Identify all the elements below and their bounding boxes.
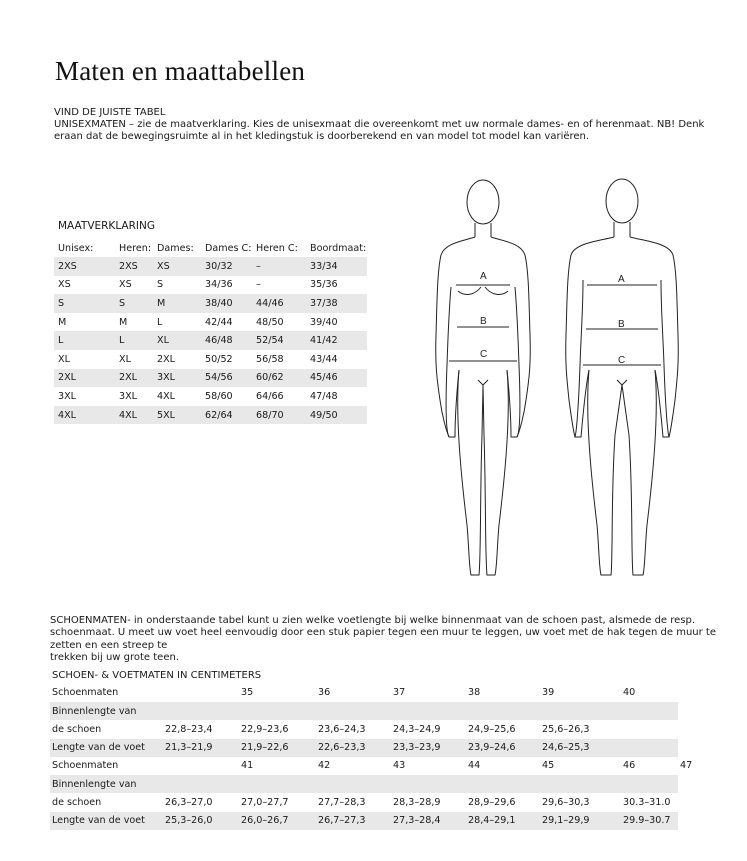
shoe-table-cell: 40 [623, 687, 636, 699]
size-table-cell: 2XS [115, 257, 153, 276]
shoe-table-cell: 24,3–24,9 [393, 723, 441, 735]
size-table-cell: 2XL [54, 369, 115, 388]
size-table-cell: 3XL [153, 369, 201, 388]
male-figure-icon [566, 179, 679, 575]
female-label-a: A [480, 271, 487, 282]
shoe-table-row [50, 684, 708, 702]
size-table-row [54, 294, 367, 313]
size-table-cell: 56/58 [256, 353, 284, 365]
size-table-cell: 62/64 [201, 406, 252, 425]
header-unisex: Unisex: [58, 242, 94, 254]
size-table-cell: XS [58, 279, 71, 291]
intro-text-line-2: eraan dat de bewegingsruimte al in het kledingstuk is doorberekend en van model tot model kan variëren. [54, 131, 590, 142]
size-table-cell: L [157, 316, 163, 328]
size-table-cell: 37/38 [306, 294, 367, 313]
size-table-cell: 44/46 [252, 294, 306, 313]
shoe-table-cell: 22,9–23,6 [241, 723, 289, 735]
shoe-table-cell [678, 812, 708, 830]
size-table-cell: 2XL [115, 369, 153, 388]
size-table-cell: 42/44 [205, 316, 233, 328]
shoe-table-cell: 44 [468, 760, 481, 772]
size-table-row [54, 276, 367, 295]
male-label-a: A [618, 274, 625, 285]
size-table-cell: XL [58, 353, 70, 365]
shoe-table-cell: 26,0–26,7 [239, 812, 316, 830]
size-table-cell: – [252, 257, 306, 276]
shoe-table-cell [621, 739, 678, 757]
shoe-table-cell [163, 757, 239, 775]
shoe-table-cell: 43 [393, 760, 406, 772]
size-table-cell: 50/52 [205, 353, 233, 365]
size-table-cell: 39/40 [310, 316, 338, 328]
size-table-cell: XS [153, 257, 201, 276]
shoe-table-row [50, 757, 708, 775]
shoe-table-cell: 39 [542, 687, 555, 699]
shoe-table-cell [239, 775, 316, 793]
size-table-cell: L [115, 331, 153, 350]
shoe-intro [50, 615, 720, 665]
shoe-table-caption: SCHOEN- & VOETMATEN IN CENTIMETERS [52, 669, 262, 681]
shoe-table-cell: Schoenmaten [52, 687, 119, 699]
female-label-c: C [480, 349, 488, 360]
size-table-cell: 4XL [157, 390, 176, 402]
shoe-table-cell [316, 775, 391, 793]
size-table-cell: 64/66 [256, 390, 284, 402]
size-table-row [54, 257, 367, 276]
size-table-cell: 49/50 [306, 406, 367, 425]
shoe-table-cell: 29,1–29,9 [540, 812, 621, 830]
shoe-table-cell [678, 775, 708, 793]
shoe-table-cell [621, 720, 678, 738]
female-label-b: B [480, 316, 487, 327]
shoe-table-cell [678, 702, 708, 720]
shoe-table-row [50, 720, 708, 738]
shoe-table-cell [678, 684, 708, 702]
size-table-cell: 4XL [115, 406, 153, 425]
shoe-table-cell: Schoenmaten [52, 760, 119, 772]
shoe-table-cell: 45 [542, 760, 555, 772]
size-table-cell: 2XS [54, 257, 115, 276]
shoe-table-cell: 42 [318, 760, 331, 772]
shoe-table-cell: 21,9–22,6 [239, 739, 316, 757]
size-table-cell: XL [153, 331, 201, 350]
shoe-table-row [50, 702, 708, 720]
shoe-table [50, 684, 708, 830]
size-table-cell: 68/70 [252, 406, 306, 425]
size-table-cell: S [157, 279, 164, 291]
shoe-table-cell: 21,3–21,9 [163, 739, 239, 757]
size-table-cell: 5XL [153, 406, 201, 425]
size-table-cell: XS [119, 279, 132, 291]
shoe-table-cell: de schoen [52, 723, 102, 735]
shoe-intro-line-3: zetten en een streep te [50, 639, 168, 651]
shoe-table-cell [163, 684, 239, 702]
male-label-b: B [618, 319, 625, 330]
female-figure-icon [436, 180, 531, 575]
shoe-table-body [50, 684, 708, 830]
male-label-c: C [618, 355, 626, 366]
shoe-table-cell: Lengte van de voet [50, 812, 163, 830]
shoe-table-cell: 25,6–26,3 [542, 723, 590, 735]
shoe-intro-line-1: SCHOENMATEN- in onderstaande tabel kunt u zien welke voetlengte bij welke binnenmaat van de schoen past, alsmede de resp. [50, 615, 696, 626]
shoe-table-cell [678, 720, 708, 738]
size-table-cell: 41/42 [306, 331, 367, 350]
shoe-table-cell [621, 702, 678, 720]
intro-text-line-1: UNISEXMATEN – zie de maatverklaring. Kies de unisexmaat die overeenkomt met uw normale dames- en of herenmaat. NB! Denk [54, 119, 705, 130]
size-table-cell: 38/40 [201, 294, 252, 313]
shoe-table-cell: 23,6–24,3 [318, 723, 366, 735]
shoe-table-row [50, 812, 708, 830]
size-table-cell: 4XL [54, 406, 115, 425]
shoe-table-cell: 26,7–27,3 [316, 812, 391, 830]
shoe-table-cell: 25,3–26,0 [163, 812, 239, 830]
shoe-table-cell [540, 775, 621, 793]
shoe-table-cell [466, 775, 540, 793]
page-title: Maten en maattabellen [55, 56, 306, 86]
shoe-table-cell [540, 702, 621, 720]
size-table-cell: 2XL [157, 353, 176, 365]
size-table-cell: 30/32 [201, 257, 252, 276]
size-table-cell: XL [119, 353, 131, 365]
shoe-table-cell: 27,7–28,3 [318, 797, 366, 809]
header-heren-c: Heren C: [256, 242, 298, 254]
shoe-table-cell: Lengte van de voet [50, 739, 163, 757]
shoe-table-cell: 46 [623, 760, 636, 772]
shoe-table-cell: 35 [241, 687, 254, 699]
shoe-table-cell: 28,3–28,9 [393, 797, 441, 809]
size-table-row [54, 369, 367, 388]
size-table-body [54, 257, 367, 424]
intro-section [54, 107, 704, 143]
header-heren: Heren: [119, 242, 152, 254]
shoe-intro-line-4: trekken bij uw grote teen. [50, 652, 179, 664]
shoe-table-cell [678, 793, 708, 811]
size-table-cell: 46/48 [201, 331, 252, 350]
size-table [54, 239, 367, 424]
shoe-table-cell: 23,3–23,9 [391, 739, 466, 757]
size-table-cell: 58/60 [205, 390, 233, 402]
size-table-section [54, 220, 367, 424]
shoe-table-cell [391, 775, 466, 793]
size-table-row [54, 313, 367, 332]
size-table-cell: 34/36 [205, 279, 233, 291]
size-table-header [54, 239, 367, 257]
shoe-table-cell: 22,6–23,3 [316, 739, 391, 757]
shoe-table-cell [163, 775, 239, 793]
shoe-table-cell: 28,4–29,1 [466, 812, 540, 830]
shoe-intro-line-2: schoenmaat. U meet uw voet heel eenvoudig door een stuk papier tegen een muur te leggen, uw voet met de hak tegen de muur te [50, 627, 716, 639]
shoe-table-cell: 41 [241, 760, 254, 772]
intro-heading: VIND DE JUISTE TABEL [54, 107, 166, 118]
shoe-table-row [50, 793, 708, 811]
size-table-cell: 52/54 [252, 331, 306, 350]
shoe-table-cell: 28,9–29,6 [468, 797, 516, 809]
shoe-table-cell: 29.9–30.7 [621, 812, 678, 830]
size-table-row [54, 406, 367, 425]
size-table-cell: M [119, 316, 128, 328]
shoe-table-cell [391, 702, 466, 720]
size-table-cell: S [54, 294, 115, 313]
size-table-cell: 60/62 [252, 369, 306, 388]
shoe-table-row [50, 775, 708, 793]
size-table-caption: MAATVERKLARING [58, 220, 155, 232]
shoe-table-cell: 24,9–25,6 [468, 723, 516, 735]
shoe-table-cell: 47 [680, 760, 693, 772]
header-boordmaat: Boordmaat: [310, 242, 367, 254]
shoe-section [50, 615, 720, 830]
shoe-table-cell: 27,0–27,7 [241, 797, 289, 809]
size-table-cell: 54/56 [201, 369, 252, 388]
size-table-cell: – [256, 279, 261, 291]
size-table-cell: 33/34 [306, 257, 367, 276]
size-table-cell: 3XL [119, 390, 138, 402]
shoe-table-cell: 36 [318, 687, 331, 699]
shoe-table-cell: 26,3–27,0 [165, 797, 213, 809]
size-table-row [54, 331, 367, 350]
shoe-table-cell [316, 702, 391, 720]
shoe-table-cell: 37 [393, 687, 406, 699]
shoe-table-cell [239, 702, 316, 720]
shoe-table-cell: 22,8–23,4 [165, 723, 213, 735]
size-table-cell: 35/36 [310, 279, 338, 291]
shoe-table-cell: 23,9–24,6 [466, 739, 540, 757]
size-table-cell: 48/50 [256, 316, 284, 328]
size-table-cell: 43/44 [310, 353, 338, 365]
shoe-table-cell [163, 702, 239, 720]
size-table-cell: M [58, 316, 67, 328]
shoe-table-row [50, 739, 708, 757]
header-dames: Dames: [157, 242, 194, 254]
shoe-table-cell: 30.3–31.0 [623, 797, 671, 809]
shoe-table-cell [678, 739, 708, 757]
size-table-cell: 45/46 [306, 369, 367, 388]
header-dames-c: Dames C: [205, 242, 252, 254]
shoe-table-cell: 29,6–30,3 [542, 797, 590, 809]
size-table-cell: 47/48 [310, 390, 338, 402]
size-table-cell: S [115, 294, 153, 313]
size-table-row [54, 350, 367, 369]
size-table-cell: L [54, 331, 115, 350]
shoe-table-cell: 24,6–25,3 [540, 739, 621, 757]
size-table-cell: 3XL [58, 390, 77, 402]
size-table-cell: M [153, 294, 201, 313]
size-table-row [54, 387, 367, 406]
shoe-table-cell [466, 702, 540, 720]
shoe-table-cell: 38 [468, 687, 481, 699]
shoe-table-cell [621, 775, 678, 793]
body-measurement-figures [425, 175, 685, 580]
shoe-table-cell: Binnenlengte van [50, 702, 163, 720]
shoe-table-cell: Binnenlengte van [50, 775, 163, 793]
shoe-table-cell: 27,3–28,4 [391, 812, 466, 830]
shoe-table-cell: de schoen [52, 797, 102, 809]
